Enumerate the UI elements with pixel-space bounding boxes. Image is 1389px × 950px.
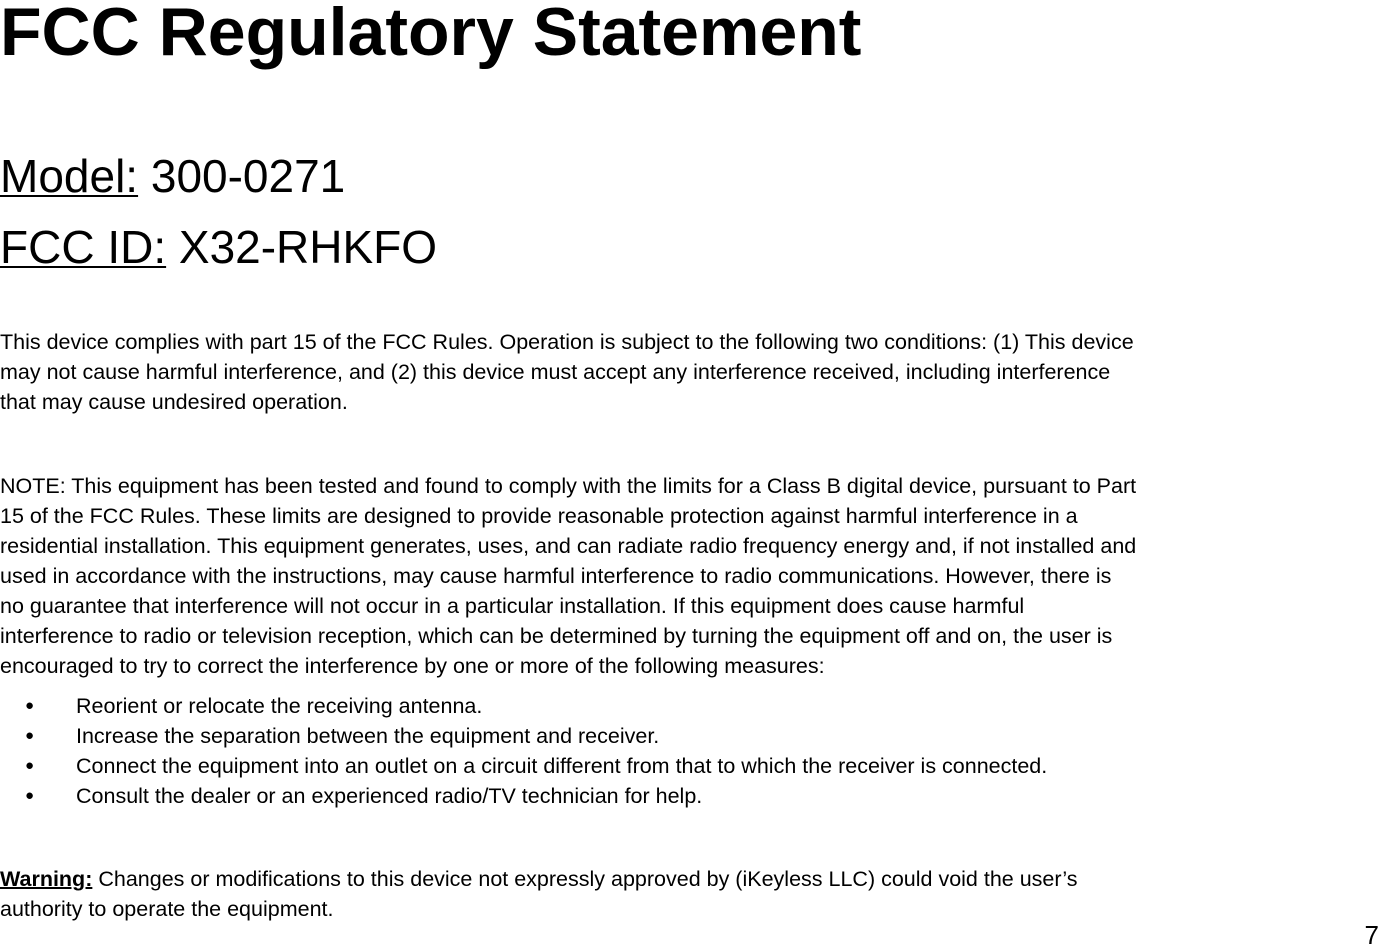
note-line: no guarantee that interference will not occur in a particular installation. If this equipment does cause harmful	[0, 594, 1025, 618]
measures-list	[0, 691, 1047, 811]
note-line: used in accordance with the instructions, may cause harmful interference to radio communications. However, there is	[0, 564, 1112, 588]
list-item	[0, 781, 1047, 811]
page-title: FCC Regulatory Statement	[0, 0, 862, 70]
bullet-icon: ●	[25, 697, 35, 714]
model-label: Model:	[0, 150, 139, 202]
fcc-id-line	[0, 222, 437, 272]
warning-text: Changes or modifications to this device not expressly approved by (iKeyless LLC) could void the user’s	[92, 867, 1078, 891]
measure-text: Connect the equipment into an outlet on a circuit different from that to which the receiver is connected.	[76, 754, 1048, 778]
warning-paragraph	[0, 864, 1078, 924]
measure-text: Reorient or relocate the receiving antenna.	[76, 694, 483, 718]
measure-text: Consult the dealer or an experienced radio/TV technician for help.	[76, 784, 703, 808]
fcc-id-value: X32-RHKFO	[178, 221, 438, 273]
warning-text-continued: authority to operate the equipment.	[0, 897, 334, 921]
compliance-paragraph	[0, 327, 1330, 417]
compliance-line: that may cause undesired operation.	[0, 390, 348, 414]
note-line: interference to radio or television reception, which can be determined by turning the equipment off and on, the user is	[0, 624, 1113, 648]
fcc-id-label: FCC ID:	[0, 221, 167, 273]
list-item	[0, 751, 1047, 781]
compliance-line: may not cause harmful interference, and (2) this device must accept any interference received, including interference	[0, 360, 1111, 384]
note-paragraph	[0, 471, 1330, 681]
list-item	[0, 721, 1047, 751]
model-line	[0, 151, 345, 201]
model-value: 300-0271	[150, 150, 346, 202]
list-item	[0, 691, 1047, 721]
note-line: 15 of the FCC Rules. These limits are designed to provide reasonable protection against harmful interference in a	[0, 504, 1078, 528]
note-line: residential installation. This equipment generates, uses, and can radiate radio frequency energy and, if not installed and	[0, 534, 1137, 558]
bullet-icon: ●	[25, 787, 35, 804]
compliance-line: This device complies with part 15 of the FCC Rules. Operation is subject to the following two conditions: (1) This device	[0, 330, 1134, 354]
page-number: 7	[1364, 920, 1379, 950]
warning-label: Warning:	[0, 867, 93, 891]
measure-text: Increase the separation between the equipment and receiver.	[76, 724, 660, 748]
note-line: NOTE: This equipment has been tested and found to comply with the limits for a Class B digital device, pursuant to Part	[0, 474, 1137, 498]
note-line: encouraged to try to correct the interference by one or more of the following measures:	[0, 654, 825, 678]
bullet-icon: ●	[25, 727, 35, 744]
bullet-icon: ●	[25, 757, 35, 774]
